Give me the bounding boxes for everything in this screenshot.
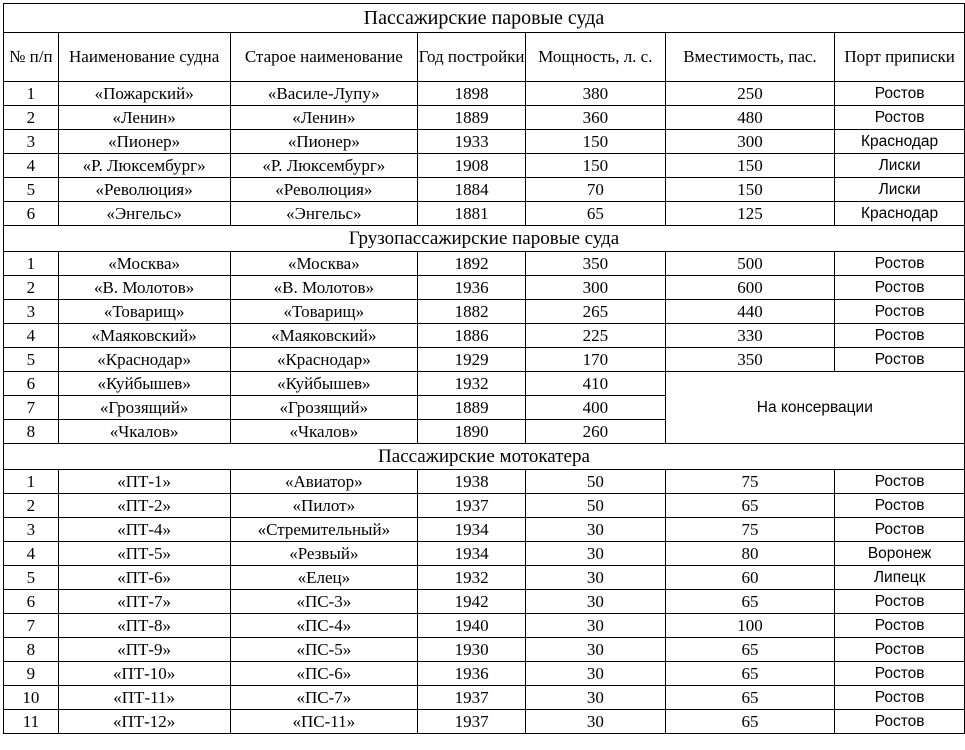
document (3, 3, 965, 734)
cell-power: 380 (525, 82, 665, 106)
cell-port: Ростов (835, 276, 965, 300)
cell-num: 1 (4, 82, 59, 106)
cell-power: 30 (525, 638, 665, 662)
cell-num: 5 (4, 348, 59, 372)
table-row (4, 638, 965, 662)
cell-old-name: «ПС-7» (230, 686, 418, 710)
cell-year: 1933 (418, 130, 526, 154)
cell-capacity: 350 (665, 348, 835, 372)
cell-capacity: 480 (665, 106, 835, 130)
cell-name: «Пожарский» (58, 82, 230, 106)
cell-old-name: «Стремительный» (230, 518, 418, 542)
cell-num: 5 (4, 566, 59, 590)
cell-year: 1934 (418, 542, 526, 566)
cell-year: 1886 (418, 324, 526, 348)
table-row (4, 710, 965, 734)
cell-num: 5 (4, 178, 59, 202)
table-row (4, 662, 965, 686)
cell-port: Ростов (835, 470, 965, 494)
cell-power: 30 (525, 566, 665, 590)
table-row (4, 178, 965, 202)
cell-year: 1908 (418, 154, 526, 178)
cell-num: 3 (4, 130, 59, 154)
cell-name: «Ленин» (58, 106, 230, 130)
cell-capacity: 65 (665, 686, 835, 710)
cell-port: Ростов (835, 300, 965, 324)
cell-year: 1936 (418, 276, 526, 300)
table-row (4, 542, 965, 566)
cell-old-name: «Василе-Лупу» (230, 82, 418, 106)
cell-num: 8 (4, 420, 59, 444)
cell-year: 1932 (418, 566, 526, 590)
cell-old-name: «Куйбышев» (230, 372, 418, 396)
cell-num: 4 (4, 324, 59, 348)
cell-year: 1938 (418, 470, 526, 494)
cell-power: 260 (525, 420, 665, 444)
cell-old-name: «Пионер» (230, 130, 418, 154)
cell-old-name: «ПС-3» (230, 590, 418, 614)
cell-name: «Москва» (58, 252, 230, 276)
cell-num: 10 (4, 686, 59, 710)
cell-name: «ПТ-6» (58, 566, 230, 590)
table-row (4, 106, 965, 130)
table-row (4, 252, 965, 276)
cell-old-name: «Елец» (230, 566, 418, 590)
cell-power: 410 (525, 372, 665, 396)
cell-num: 4 (4, 154, 59, 178)
cell-port: Воронеж (835, 542, 965, 566)
cell-name: «ПТ-2» (58, 494, 230, 518)
cell-num: 1 (4, 470, 59, 494)
cell-port: Ростов (835, 348, 965, 372)
cell-old-name: «ПС-5» (230, 638, 418, 662)
cell-name: «ПТ-4» (58, 518, 230, 542)
table-row (4, 494, 965, 518)
cell-num: 2 (4, 106, 59, 130)
cell-old-name: «Авиатор» (230, 470, 418, 494)
header-num: № п/п (4, 33, 59, 82)
cell-year: 1942 (418, 590, 526, 614)
cell-name: «ПТ-7» (58, 590, 230, 614)
table-row (4, 590, 965, 614)
cell-port: Ростов (835, 106, 965, 130)
cell-power: 360 (525, 106, 665, 130)
cell-port: Ростов (835, 252, 965, 276)
cell-old-name: «Краснодар» (230, 348, 418, 372)
cell-capacity: 60 (665, 566, 835, 590)
cell-name: «Пионер» (58, 130, 230, 154)
cell-num: 6 (4, 202, 59, 226)
cell-year: 1937 (418, 686, 526, 710)
cell-power: 30 (525, 542, 665, 566)
cell-name: «Куйбышев» (58, 372, 230, 396)
cell-name: «В. Молотов» (58, 276, 230, 300)
cell-num: 6 (4, 590, 59, 614)
cell-year: 1881 (418, 202, 526, 226)
cell-port: Ростов (835, 710, 965, 734)
cell-power: 30 (525, 686, 665, 710)
cell-capacity: 250 (665, 82, 835, 106)
cell-port: Ростов (835, 614, 965, 638)
cell-old-name: «Пилот» (230, 494, 418, 518)
cell-power: 65 (525, 202, 665, 226)
cell-name: «Маяковский» (58, 324, 230, 348)
cell-num: 6 (4, 372, 59, 396)
cell-num: 4 (4, 542, 59, 566)
cell-power: 350 (525, 252, 665, 276)
header-name: Наименование судна (58, 33, 230, 82)
cell-year: 1892 (418, 252, 526, 276)
cell-num: 1 (4, 252, 59, 276)
cell-num: 2 (4, 276, 59, 300)
cell-power: 70 (525, 178, 665, 202)
cell-capacity: 500 (665, 252, 835, 276)
cell-capacity: 330 (665, 324, 835, 348)
cell-capacity: 80 (665, 542, 835, 566)
cell-old-name: «ПС-11» (230, 710, 418, 734)
cell-name: «Товарищ» (58, 300, 230, 324)
cell-old-name: «Чкалов» (230, 420, 418, 444)
table-row (4, 348, 965, 372)
cell-port: Ростов (835, 494, 965, 518)
cell-power: 170 (525, 348, 665, 372)
cell-year: 1937 (418, 710, 526, 734)
cell-year: 1890 (418, 420, 526, 444)
cell-capacity: 65 (665, 662, 835, 686)
cell-name: «Грозящий» (58, 396, 230, 420)
cell-capacity: 125 (665, 202, 835, 226)
cell-year: 1898 (418, 82, 526, 106)
table-row (4, 130, 965, 154)
header-port: Порт приписки (835, 33, 965, 82)
section-title-motor: Пассажирские мотокатера (4, 444, 965, 470)
cell-num: 9 (4, 662, 59, 686)
header-capacity: Вместимость, пас. (665, 33, 835, 82)
cell-num: 3 (4, 518, 59, 542)
table-row (4, 372, 965, 396)
table-row (4, 154, 965, 178)
cell-power: 400 (525, 396, 665, 420)
cell-year: 1929 (418, 348, 526, 372)
cell-port: Ростов (835, 638, 965, 662)
cell-name: «Краснодар» (58, 348, 230, 372)
cell-year: 1932 (418, 372, 526, 396)
cell-port: Краснодар (835, 130, 965, 154)
table-title: Пассажирские паровые суда (4, 4, 965, 33)
cell-year: 1930 (418, 638, 526, 662)
cell-name: «ПТ-10» (58, 662, 230, 686)
cell-port: Ростов (835, 662, 965, 686)
cell-port: Липецк (835, 566, 965, 590)
cell-year: 1940 (418, 614, 526, 638)
cell-old-name: «Энгельс» (230, 202, 418, 226)
cell-port: Ростов (835, 324, 965, 348)
conservation-note: На консервации (665, 372, 964, 444)
cell-port: Краснодар (835, 202, 965, 226)
cell-port: Ростов (835, 590, 965, 614)
cell-power: 150 (525, 154, 665, 178)
cell-name: «ПТ-9» (58, 638, 230, 662)
cell-name: «Революция» (58, 178, 230, 202)
cell-year: 1882 (418, 300, 526, 324)
cell-power: 50 (525, 494, 665, 518)
cell-capacity: 75 (665, 518, 835, 542)
cell-old-name: «Товарищ» (230, 300, 418, 324)
cell-port: Ростов (835, 686, 965, 710)
cell-capacity: 65 (665, 590, 835, 614)
table-row (4, 686, 965, 710)
cell-capacity: 600 (665, 276, 835, 300)
cell-power: 30 (525, 662, 665, 686)
cell-name: «Энгельс» (58, 202, 230, 226)
cell-port: Лиски (835, 178, 965, 202)
cell-old-name: «Р. Люксембург» (230, 154, 418, 178)
cell-name: «ПТ-1» (58, 470, 230, 494)
cell-power: 30 (525, 518, 665, 542)
table-row (4, 324, 965, 348)
cell-num: 2 (4, 494, 59, 518)
cell-old-name: «ПС-4» (230, 614, 418, 638)
cell-name: «ПТ-5» (58, 542, 230, 566)
cell-capacity: 65 (665, 638, 835, 662)
cell-old-name: «Грозящий» (230, 396, 418, 420)
cell-num: 3 (4, 300, 59, 324)
cell-capacity: 65 (665, 710, 835, 734)
cell-power: 300 (525, 276, 665, 300)
table-row (4, 566, 965, 590)
cell-capacity: 65 (665, 494, 835, 518)
cell-num: 11 (4, 710, 59, 734)
table-row (4, 518, 965, 542)
table-row (4, 202, 965, 226)
cell-name: «ПТ-8» (58, 614, 230, 638)
cell-old-name: «Москва» (230, 252, 418, 276)
cell-power: 30 (525, 590, 665, 614)
cell-num: 7 (4, 396, 59, 420)
cell-capacity: 150 (665, 178, 835, 202)
cell-old-name: «Революция» (230, 178, 418, 202)
table-row (4, 470, 965, 494)
table-row (4, 300, 965, 324)
table-row (4, 82, 965, 106)
cell-year: 1936 (418, 662, 526, 686)
cell-power: 30 (525, 710, 665, 734)
cell-name: «ПТ-12» (58, 710, 230, 734)
cell-old-name: «Резвый» (230, 542, 418, 566)
cell-capacity: 100 (665, 614, 835, 638)
cell-power: 30 (525, 614, 665, 638)
cell-year: 1884 (418, 178, 526, 202)
cell-year: 1934 (418, 518, 526, 542)
header-power: Мощность, л. с. (525, 33, 665, 82)
cell-old-name: «Маяковский» (230, 324, 418, 348)
cell-name: «Чкалов» (58, 420, 230, 444)
cell-name: «ПТ-11» (58, 686, 230, 710)
cell-power: 150 (525, 130, 665, 154)
cell-old-name: «ПС-6» (230, 662, 418, 686)
cell-power: 225 (525, 324, 665, 348)
cell-capacity: 300 (665, 130, 835, 154)
ships-table (3, 3, 965, 734)
cell-year: 1937 (418, 494, 526, 518)
cell-old-name: «В. Молотов» (230, 276, 418, 300)
cell-name: «Р. Люксембург» (58, 154, 230, 178)
cell-num: 8 (4, 638, 59, 662)
cell-power: 265 (525, 300, 665, 324)
table-row (4, 614, 965, 638)
cell-port: Ростов (835, 518, 965, 542)
cell-capacity: 440 (665, 300, 835, 324)
section-title-cargo: Грузопассажирские паровые суда (4, 226, 965, 252)
cell-port: Лиски (835, 154, 965, 178)
header-old-name: Старое наименование (230, 33, 418, 82)
cell-capacity: 150 (665, 154, 835, 178)
table-row (4, 276, 965, 300)
cell-capacity: 75 (665, 470, 835, 494)
cell-old-name: «Ленин» (230, 106, 418, 130)
cell-port: Ростов (835, 82, 965, 106)
header-year: Год постройки (418, 33, 526, 82)
cell-power: 50 (525, 470, 665, 494)
cell-year: 1889 (418, 106, 526, 130)
cell-num: 7 (4, 614, 59, 638)
cell-year: 1889 (418, 396, 526, 420)
